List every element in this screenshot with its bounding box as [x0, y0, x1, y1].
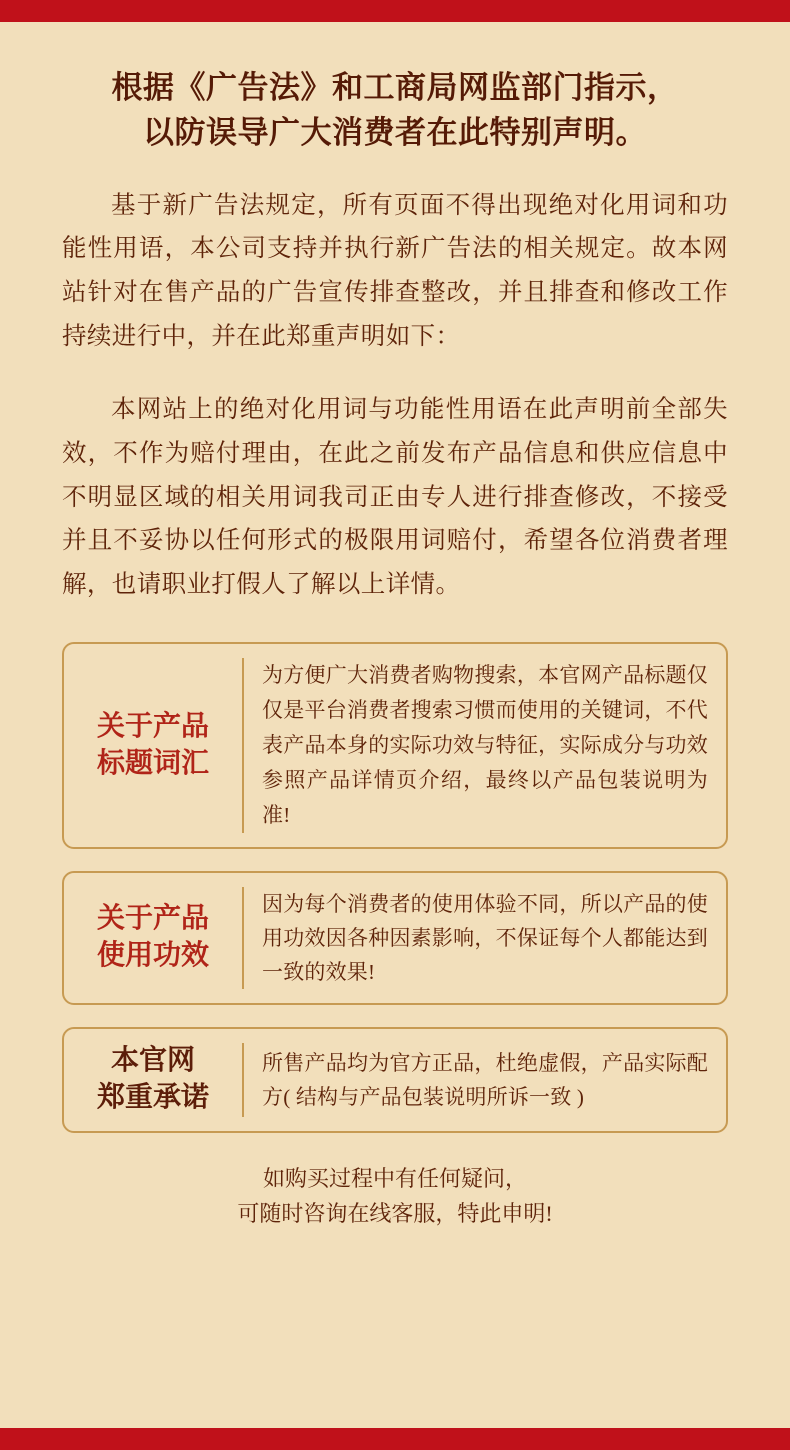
bottom-red-bar — [0, 1428, 790, 1450]
footer-note — [62, 1161, 728, 1231]
card-title-product-title-terms — [76, 658, 244, 832]
card-body-product-efficacy: 因为每个消费者的使用体验不同，所以产品的使用功效因各种因素影响，不保证每个人都能达到一致的效果! — [262, 891, 708, 984]
card-title-line-1: 本官网 — [110, 1044, 195, 1076]
card-title-product-efficacy — [76, 887, 244, 989]
footer-note-line-2: 可随时咨询在线客服，特此申明! — [237, 1200, 553, 1226]
card-product-efficacy — [62, 871, 728, 1005]
page-title — [62, 66, 728, 156]
card-title-official-promise — [76, 1043, 244, 1117]
paragraph-statement-invalidation: 本网站上的绝对化用词与功能性用语在此声明前全部失效，不作为赔付理由，在此之前发布产品信息和供应信息中不明显区域的相关用词我司正由专人进行排查修改，不接受并且不妥协以任何形式的极限用词赔付，希望各位消费者理解，也请职业打假人了解以上详情。 — [62, 396, 728, 598]
card-title-line-2: 郑重承诺 — [96, 1081, 209, 1113]
card-title-line-1: 关于产品 — [96, 710, 209, 742]
card-title-line-2: 使用功效 — [96, 939, 209, 971]
card-product-title-terms — [62, 642, 728, 848]
card-body-official-promise: 所售产品均为官方正品，杜绝虚假，产品实际配方( 结构与产品包装说明所诉一致 ) — [262, 1050, 708, 1109]
card-body-product-title-terms: 为方便广大消费者购物搜索，本官网产品标题仅仅是平台消费者搜索习惯而使用的关键词，不代表产品本身的实际功效与特征，实际成分与功效参照产品详情页介绍，最终以产品包装说明为准! — [262, 663, 708, 827]
card-official-promise — [62, 1027, 728, 1133]
card-title-line-1: 关于产品 — [96, 902, 209, 934]
card-title-line-2: 标题词汇 — [96, 747, 209, 779]
statement-cards — [62, 642, 728, 1132]
paragraph-statement-basis: 基于新广告法规定，所有页面不得出现绝对化用词和功能性用语，本公司支持并执行新广告法的相关规定。故本网站针对在售产品的广告宣传排查整改，并且排查和修改工作持续进行中，并在此郑重声明如下： — [62, 191, 728, 350]
top-red-bar — [0, 0, 790, 22]
footer-note-line-1: 如购买过程中有任何疑问， — [262, 1165, 527, 1191]
page-title-line-1: 根据《广告法》和工商局网监部门指示， — [111, 70, 679, 105]
page-title-line-2: 以防误导广大消费者在此特别声明。 — [143, 114, 647, 150]
announcement-content — [0, 22, 790, 1428]
